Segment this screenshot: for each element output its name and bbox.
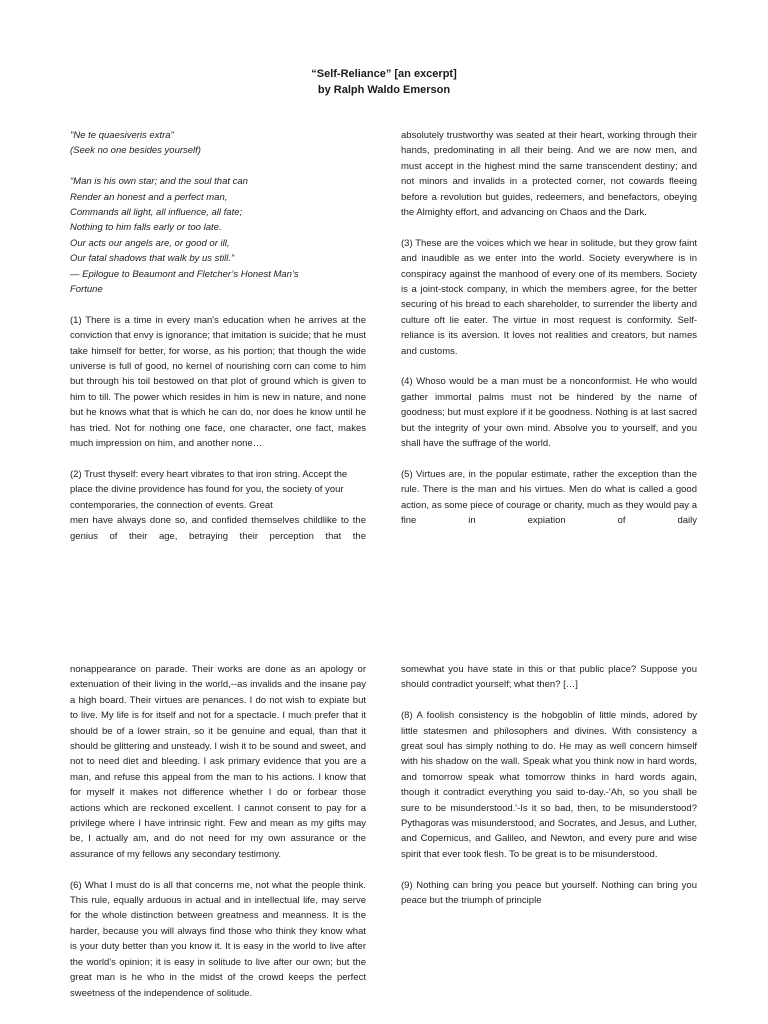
- poem-line: Nothing to him falls early or too late.: [70, 222, 222, 234]
- epigraph-poem: [70, 174, 366, 297]
- author-line: by Ralph Waldo Emerson: [317, 84, 451, 96]
- paragraph-3: (3) These are the voices which we hear in solitude, but they grow faint and inaudible as we enter into the world. Society everywhere is in conspiracy against the manhood of every one of its members. Society is a joint-stock company, in which the members agree, for the better securing of his bread to each shareholder, to surrender the liberty and culture oft lie eater. The virtue in most request is conformity. Self-reliance is its aversion. It loves not realities and creators, but names and customs.: [401, 237, 697, 357]
- paragraph-8: (8) A foolish consistency is the hobgoblin of little minds, adored by little statesmen and philosophers and divines. With consistency a great soul has simply nothing to do. He may as well concern himself with his shadow on the wall. Speak what you think now in hard words, and tomorrow speak what tomorrow thinks in hard words again, though it contradict everything you said to-day.-'Ah, so you shall be sure to be misunderstood.'-Is it so bad, then, to be misunderstood? Pythagoras was misunderstood, and Socrates, and Jesus, and Luther, and Copernicus, and Galileo, and Newton, and every pure and wise spirit that ever took flesh. To be great is to be misunderstood.: [401, 710, 697, 860]
- column-1: [70, 128, 366, 544]
- poem-line: Our acts our angels are, or good or ill,: [70, 237, 230, 249]
- title-line: “Self-Reliance” [an excerpt]: [311, 68, 457, 80]
- paragraph-1: (1) There is a time in every man's education when he arrives at the conviction that envy is ignorance; that imitation is suicide; that he must take himself for better, for worse, as his portion; that though the wide universe is full of good, no kernel of nourishing corn can come to him but through his toil bestowed on that plot of ground which is given to him to till. The power which resides in him is new in nature, and none but he knows what that is which he can do, nor does he know until he has tried. Not for nothing one face, one character, one fact, makes much impression on him, and another none…: [70, 314, 366, 450]
- paragraph-4: (4) Whoso would be a man must be a nonconformist. He who would gather immortal palms must not be hindered by the name of goodness; but must explore if it be goodness. Nothing is at last sacred but the integrity of your own mind. Absolve you to yourself, and you shall have the suffrage of the world.: [401, 376, 697, 450]
- poem-line: “Man is his own star; and the soul that can: [70, 176, 248, 188]
- column-3: [70, 662, 366, 1001]
- paragraph-7-continued: somewhat you have state in this or that public place? Suppose you should contradict yourself; what then? […]: [401, 664, 697, 691]
- epigraph-latin-block: [70, 128, 366, 159]
- column-4: [401, 662, 697, 908]
- paragraph-5-continued: nonappearance on parade. Their works are done as an apology or extenuation of their living in the world,--as invalids and the insane pay a high board. Their virtues are penances. I do not wish to expiate but to live. My life is for itself and not for a spectacle. I much prefer that it should be of a lower strain, so it be genuine and equal, than that it should be glittering and unsteady. I wish it to be sound and sweet, and not to need diet and bleeding. I ask primary evidence that you are a man, and refuse this appeal from the man to his actions. I know that for myself it makes not difference whether I do or forbear those actions which are reckoned excellent. I cannot consent to pay for a privilege where I have intrinsic right. Few and mean as my gifts may be, I actually am, and do not need for my own assurance or the assurance of my fellows any secondary testimony.: [70, 664, 366, 860]
- column-2: [401, 128, 697, 529]
- poem-line: Render an honest and a perfect man,: [70, 191, 228, 203]
- epigraph-translation: (Seek no one besides yourself): [70, 145, 201, 157]
- poem-line: Our fatal shadows that walk by us still.”: [70, 253, 235, 265]
- epigraph-attribution: — Epilogue to Beaumont and Fletcher’s Honest Man’s: [70, 268, 299, 280]
- epigraph-attribution-cont: Fortune: [70, 284, 103, 296]
- paragraph-2-continued: absolutely trustworthy was seated at their heart, working through their hands, predominating in all their being. And we are now men, and must accept in the highest mind the same transcendent destiny; and not minors and invalids in a protected corner, not cowards fleeing before a revolution but guides, redeemers, and benefactors, obeying the Almighty effort, and advancing on Chaos and the Dark.: [401, 130, 697, 219]
- document-title: [0, 66, 768, 98]
- epigraph-latin: "Ne te quaesiveris extra": [70, 130, 174, 141]
- paragraph-2-part-a: (2) Trust thyself: every heart vibrates to that iron string. Accept the place the divine providence has found for you, the society of your contemporaries, the connection of events. Great: [70, 468, 348, 511]
- paragraph-5: (5) Virtues are, in the popular estimate, rather the exception than the rule. There is the man and his virtues. Men do what is called a good action, as some piece of courage or charity, much as they would pay a fine in expiation of daily: [401, 468, 697, 527]
- poem-line: Commands all light, all influence, all fate;: [70, 207, 243, 219]
- paragraph-6: (6) What I must do is all that concerns me, not what the people think. This rule, equally arduous in actual and in intellectual life, may serve for the whole distinction between greatness and meanness. It is the harder, because you will always find those who think they know what is your duty better than you know it. It is easy in the world to live after the world's opinion; it is easy in solitude to live after our own; but the great man is he who in the midst of the crowd keeps the perfect sweetness of the independence of solitude.: [70, 879, 366, 999]
- paragraph-9: (9) Nothing can bring you peace but yourself. Nothing can bring you peace but the triumph of principle: [401, 879, 697, 907]
- paragraph-2-part-b: men have always done so, and confided themselves childlike to the genius of their age, betraying their perception that the: [70, 515, 366, 542]
- paragraph-2: [70, 467, 366, 544]
